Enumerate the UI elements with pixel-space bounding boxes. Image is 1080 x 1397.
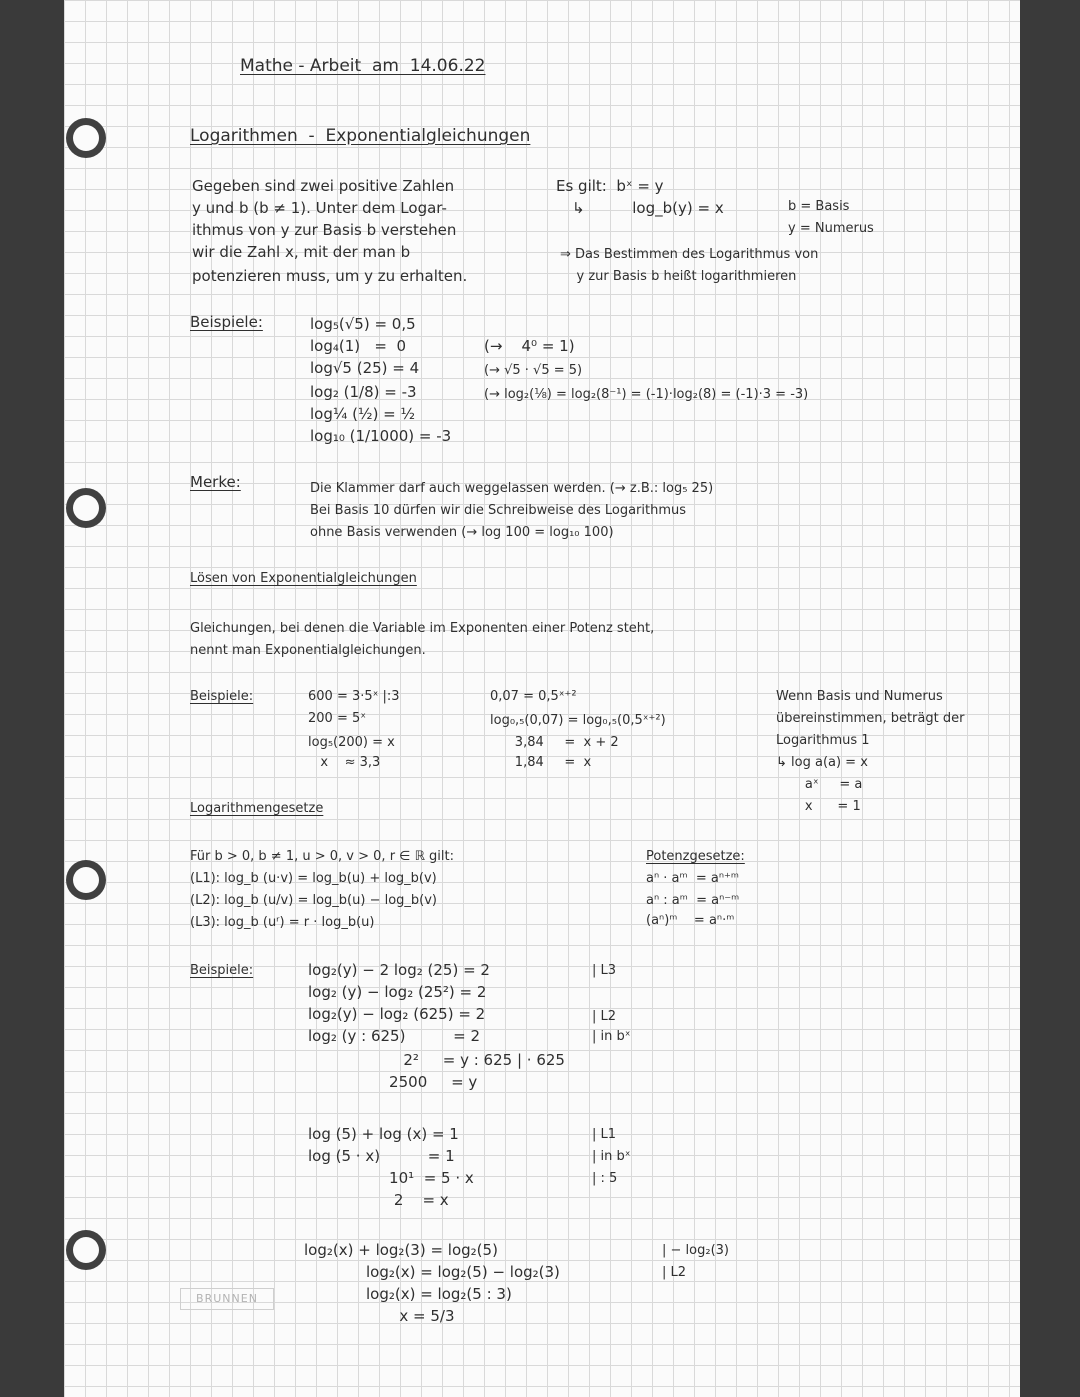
es-gilt: Es gilt: bˣ = y: [556, 177, 664, 195]
example-line: log₂ (y) − log₂ (25²) = 2: [308, 983, 487, 1001]
brand-logo: BRUNNEN: [180, 1288, 274, 1310]
step-note: | in bˣ: [592, 1149, 631, 1164]
law-line: (L3): log_b (uʳ) = r · log_b(u): [190, 915, 375, 930]
law-line: (L1): log_b (u·v) = log_b(u) + log_b(v): [190, 871, 437, 886]
step-note: | L2: [592, 1009, 617, 1024]
example-line: 2500 = y: [308, 1073, 478, 1091]
example-line: 600 = 3·5ˣ |:3: [308, 689, 400, 704]
section2-definition: Gleichungen, bei denen die Variable im Exponenten einer Potenz steht,: [190, 621, 655, 636]
section-title-gesetze: Logarithmengesetze: [190, 801, 324, 816]
note-line: y zur Basis b heißt logarithmieren: [560, 269, 797, 284]
punch-hole: [66, 860, 106, 900]
example-line: log (5 · x) = 1: [308, 1147, 455, 1165]
example-line: 2² = y : 625 | · 625: [308, 1051, 565, 1069]
example-line: x ≈ 3,3: [308, 755, 381, 770]
example-line: log₂(x) = log₂(5) − log₂(3): [304, 1263, 560, 1281]
step-note: | L3: [592, 963, 617, 978]
punch-hole: [66, 488, 106, 528]
example-line: 3,84 = x + 2: [490, 735, 619, 750]
side-note-line: Logarithmus 1: [776, 733, 870, 748]
potenz-line: aⁿ · aᵐ = aⁿ⁺ᵐ: [646, 871, 740, 886]
merke-line: ohne Basis verwenden (→ log 100 = log₁₀ 100): [310, 525, 614, 540]
step-note: | in bˣ: [592, 1029, 631, 1044]
definition-line: y und b (b ≠ 1). Unter dem Logar-: [192, 199, 447, 217]
definition-line: Gegeben sind zwei positive Zahlen: [192, 177, 455, 195]
example-line: log₂(x) = log₂(5 : 3): [304, 1285, 512, 1303]
example-line: log₂ (1/8) = -3: [310, 383, 417, 401]
example-note: (→ √5 · √5 = 5): [484, 363, 583, 378]
example-line: log₀,₅(0,07) = log₀,₅(0,5ˣ⁺²): [490, 713, 666, 728]
examples-label: Beispiele:: [190, 963, 254, 978]
example-line: log¼ (½) = ½: [310, 405, 416, 423]
example-line: 1,84 = x: [490, 755, 592, 770]
merke-line: Bei Basis 10 dürfen wir die Schreibweise des Logarithmus: [310, 503, 687, 518]
basis-label: b = Basis: [788, 199, 850, 214]
example-line: log₂(x) + log₂(3) = log₂(5): [304, 1241, 498, 1259]
punch-hole: [66, 1230, 106, 1270]
merke-label: Merke:: [190, 473, 241, 491]
section2-definition: nennt man Exponentialgleichungen.: [190, 643, 426, 658]
law-line: (L2): log_b (u/v) = log_b(u) − log_b(v): [190, 893, 437, 908]
example-line: log₂(y) − 2 log₂ (25) = 2: [308, 961, 490, 979]
example-line: 200 = 5ˣ: [308, 711, 367, 726]
example-line: log₂(y) − log₂ (625) = 2: [308, 1005, 486, 1023]
example-line: log√5 (25) = 4: [310, 359, 420, 377]
section-title-exponential: Lösen von Exponentialgleichungen: [190, 571, 417, 586]
examples-label: Beispiele:: [190, 689, 254, 704]
definition-line: ithmus von y zur Basis b verstehen: [192, 221, 457, 239]
example-line: log (5) + log (x) = 1: [308, 1125, 459, 1143]
example-line: log₄(1) = 0: [310, 337, 407, 355]
example-line: 2 = x: [308, 1191, 449, 1209]
step-note: | L1: [592, 1127, 617, 1142]
numerus-label: y = Numerus: [788, 221, 874, 236]
example-line: 10¹ = 5 · x: [308, 1169, 474, 1187]
punch-hole: [66, 118, 106, 158]
notebook-page: [64, 0, 1020, 1397]
example-line: log₁₀ (1/1000) = -3: [310, 427, 452, 445]
example-line: log₂ (y : 625) = 2: [308, 1027, 481, 1045]
example-line: x = 5/3: [304, 1307, 455, 1325]
log-definition: ↳ log_b(y) = x: [572, 199, 724, 217]
note-line: ⇒ Das Bestimmen des Logarithmus von: [560, 247, 819, 262]
potenz-line: aⁿ : aᵐ = aⁿ⁻ᵐ: [646, 893, 740, 908]
laws-condition: Für b > 0, b ≠ 1, u > 0, v > 0, r ∈ ℝ gilt:: [190, 849, 455, 864]
step-note: | − log₂(3): [662, 1243, 729, 1258]
example-line: log₅(√5) = 0,5: [310, 315, 416, 333]
step-note: | L2: [662, 1265, 687, 1280]
definition-line: potenzieren muss, um y zu erhalten.: [192, 267, 468, 285]
side-note-line: x = 1: [776, 799, 861, 814]
page-title: Mathe - Arbeit am 14.06.22: [240, 56, 486, 76]
examples-label: Beispiele:: [190, 313, 263, 331]
potenzgesetze-title: Potenzgesetze:: [646, 849, 745, 864]
example-note: (→ log₂(⅛) = log₂(8⁻¹) = (-1)·log₂(8) = (-1)·3 = -3): [484, 387, 809, 402]
example-line: 0,07 = 0,5ˣ⁺²: [490, 689, 577, 704]
step-note: | : 5: [592, 1171, 618, 1186]
definition-line: wir die Zahl x, mit der man b: [192, 243, 411, 261]
example-line: log₅(200) = x: [308, 735, 395, 750]
section-title-logarithmen: Logarithmen - Exponentialgleichungen: [190, 126, 531, 146]
side-note-line: übereinstimmen, beträgt der: [776, 711, 965, 726]
side-note-line: ↳ log a(a) = x: [776, 755, 868, 770]
side-note-line: aˣ = a: [776, 777, 863, 792]
merke-line: Die Klammer darf auch weggelassen werden. (→ z.B.: log₅ 25): [310, 481, 714, 496]
example-note: (→ 4⁰ = 1): [484, 337, 575, 355]
side-note-line: Wenn Basis und Numerus: [776, 689, 943, 704]
potenz-line: (aⁿ)ᵐ = aⁿ·ᵐ: [646, 913, 735, 928]
